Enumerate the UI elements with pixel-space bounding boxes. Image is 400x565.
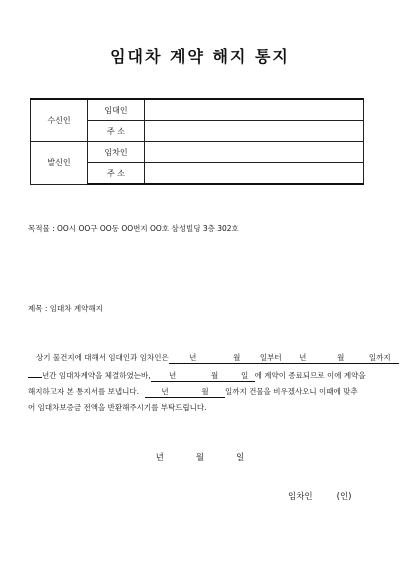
landlord-value[interactable]	[145, 99, 364, 121]
tenant-label: 임차인	[88, 142, 145, 163]
blank-year: 년	[169, 352, 217, 364]
blank-month: 월	[195, 370, 235, 382]
recipient-address-value[interactable]	[145, 121, 364, 142]
landlord-label: 임대인	[88, 99, 145, 121]
date-month: 월	[195, 453, 205, 463]
signer-role: 임차인	[288, 492, 313, 502]
date-day: 일	[236, 453, 245, 463]
blank-day: 일	[235, 370, 255, 382]
body-line-4	[28, 400, 373, 416]
notice-body	[28, 350, 391, 416]
date-year: 년	[155, 453, 164, 463]
body-text: 어 임대차보증금 전액을 반환해주시기를 부탁드립니다.	[28, 403, 207, 412]
sender-label: 발신인	[31, 142, 88, 185]
blank-month: 월	[217, 352, 257, 364]
signature-line	[288, 490, 351, 502]
recipient-address-label: 주 소	[88, 121, 145, 142]
blank-year: 년	[145, 386, 185, 398]
body-text: 해지하고자 본 통지서를 보냅니다.	[28, 387, 139, 396]
blank-day-to: 일까지	[361, 352, 399, 364]
tenant-value[interactable]	[145, 142, 364, 163]
body-text: 일까지 건물을 비우겠사오니 이때에 맞추	[224, 387, 358, 396]
date-line	[0, 451, 400, 463]
body-line-3	[28, 384, 373, 400]
sender-address-label: 주 소	[88, 163, 145, 185]
sender-address-value[interactable]	[145, 163, 364, 185]
seal-mark: (인)	[336, 492, 352, 502]
recipient-label: 수신인	[31, 99, 88, 142]
subject-line: 제목 : 임대차 계약해지	[28, 304, 103, 313]
blank-month: 월	[185, 386, 225, 398]
document-title: 임대차 계약 해지 통지	[110, 47, 290, 66]
body-text: 상기 물건지에 대해서 임대인과 임차인은	[36, 353, 169, 362]
parties-table	[30, 98, 364, 185]
blank-term	[28, 366, 42, 378]
body-line-1	[28, 350, 391, 366]
property-line: 목적물 : OO시 OO구 OO동 OO번지 OO호 삼성빌딩 3층 302호	[28, 224, 239, 233]
blank-month: 월	[321, 352, 361, 364]
body-text: 에 계약이 종료되므로 이에 계약을	[254, 371, 366, 380]
blank-year: 년	[285, 352, 321, 364]
blank-day-from: 일부터	[257, 352, 285, 364]
blank-year: 년	[151, 370, 195, 382]
body-text: 년간 임대차계약을 체결하였는바,	[42, 371, 151, 380]
body-line-2	[28, 366, 373, 384]
